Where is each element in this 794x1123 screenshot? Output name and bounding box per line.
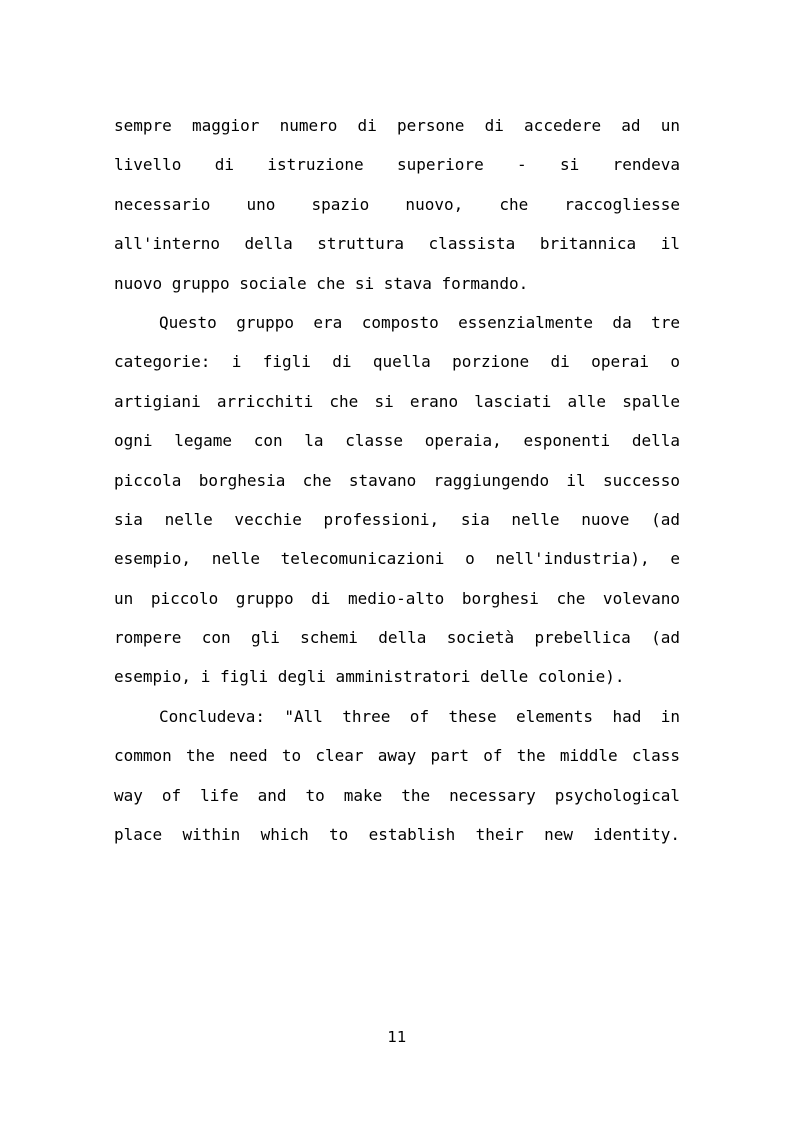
text-line: piccola borghesia che stavano raggiungendo il successo [114,470,680,490]
text-line: artigiani arricchiti che si erano lasciati alle spalle [114,391,680,411]
text-line: all'interno della struttura classista britannica il [114,234,680,254]
text-line: sempre maggior numero di persone di accedere ad un [114,116,680,135]
text-line: way of life and to make the necessary psychological [114,785,680,805]
text-line: common the need to clear away part of the middle class [114,746,680,766]
text-line: esempio, nelle telecomunicazioni o nell'industria), e [114,549,680,569]
text-line: esempio, i figli degli amministratori delle colonie). [114,667,625,687]
text-line: necessario uno spazio nuovo, che raccogliesse [114,194,680,214]
text-line: un piccolo gruppo di medio-alto borghesi che volevano [114,588,680,608]
text-line: nuovo gruppo sociale che si stava formando. [114,273,529,293]
page-number: 11 [387,1028,407,1046]
text-line: rompere con gli schemi della società prebellica (ad [114,628,680,648]
text-line: Questo gruppo era composto essenzialmente da tre [159,312,680,332]
text-line: sia nelle vecchie professioni, sia nelle nuove (ad [114,509,680,529]
text-line: categorie: i figli di quella porzione di operai o [114,352,680,372]
text-line: Concludeva: "All three of these elements had in [159,706,680,726]
body-text [114,106,680,854]
text-line: livello di istruzione superiore - si rendeva [114,155,680,175]
text-line: ogni legame con la classe operaia, esponenti della [114,431,680,451]
text-line: place within which to establish their new identity. [114,825,680,845]
